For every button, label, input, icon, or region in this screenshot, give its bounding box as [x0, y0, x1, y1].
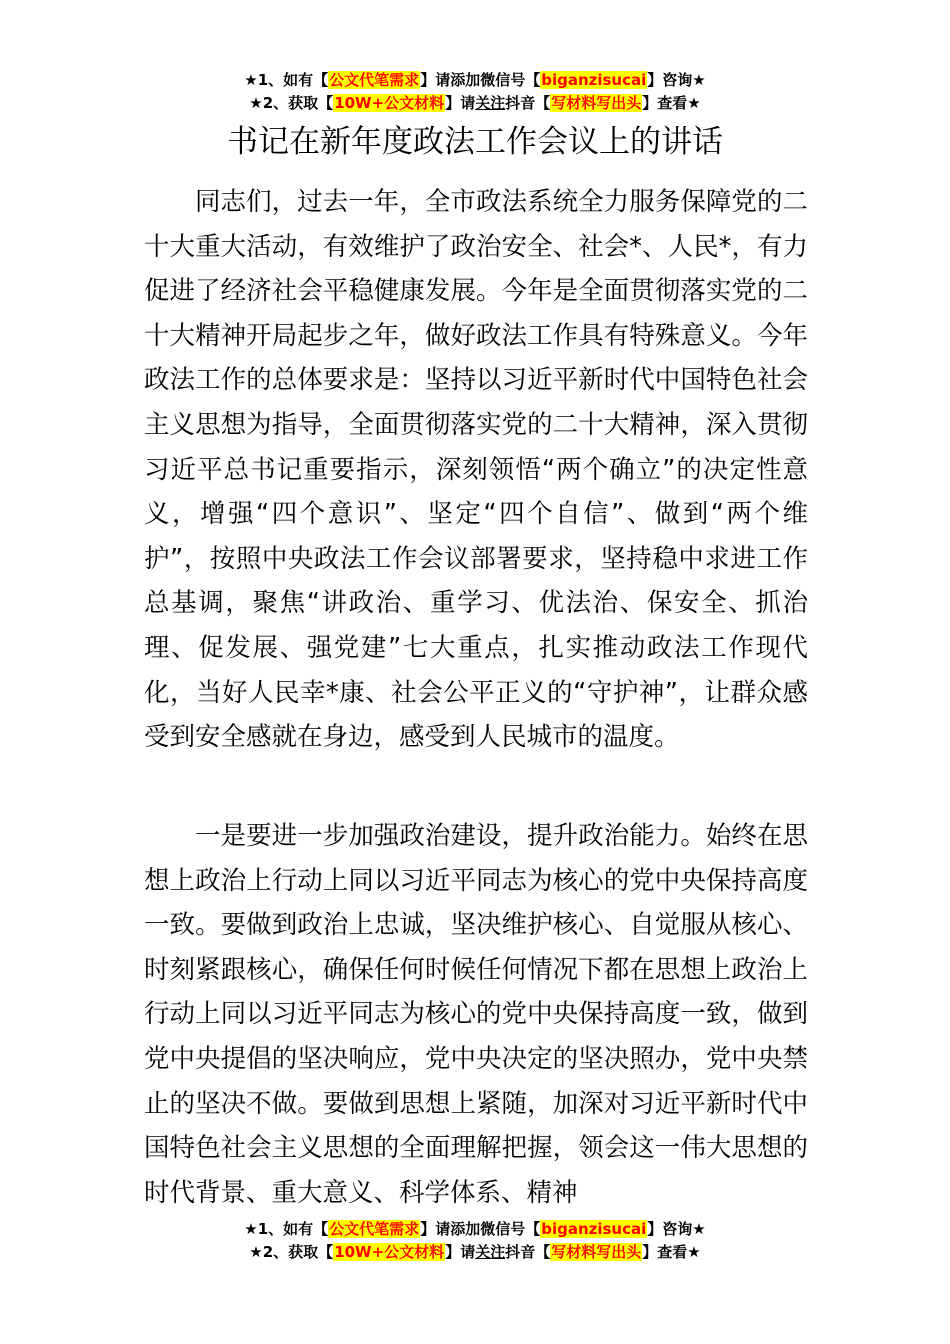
promo-line-1-suffix: 】咨询★: [647, 71, 706, 89]
promo-line-2-prefix: ★2、获取【: [249, 1243, 334, 1261]
promo-highlight-service: 公文代笔需求: [329, 1220, 420, 1238]
promo-line-1: [0, 1218, 950, 1241]
promo-line-1-mid: 】请添加微信号【: [420, 1220, 541, 1238]
promo-highlight-materials: 10W+公文材料: [334, 94, 445, 112]
promo-banner-bottom: [0, 1218, 950, 1264]
promo-line-1: [0, 69, 950, 92]
promo-underlined-follow: 关注: [475, 1243, 506, 1261]
promo-line-2-suffix: 】查看★: [642, 94, 701, 112]
promo-highlight-service: 公文代笔需求: [329, 71, 420, 89]
document-title: 书记在新年度政法工作会议上的讲话: [227, 124, 723, 160]
promo-line-1-prefix: ★1、如有【: [244, 71, 329, 89]
promo-highlight-douyin-account: 写材料写出头: [551, 1243, 642, 1261]
promo-banner-top: [0, 69, 950, 115]
promo-line-1-mid: 】请添加微信号【: [420, 71, 541, 89]
promo-line-1-prefix: ★1、如有【: [244, 1220, 329, 1238]
promo-line-2: [0, 92, 950, 115]
promo-line-2-suffix: 】查看★: [642, 1243, 701, 1261]
promo-line-1-suffix: 】咨询★: [647, 1220, 706, 1238]
promo-line-2-mid-b: 抖音【: [505, 1243, 551, 1261]
promo-line-2: [0, 1241, 950, 1264]
promo-line-2-mid-a: 】请: [445, 1243, 476, 1261]
promo-highlight-materials: 10W+公文材料: [334, 1243, 445, 1261]
promo-line-2-prefix: ★2、获取【: [249, 94, 334, 112]
promo-underlined-follow: 关注: [475, 94, 506, 112]
promo-highlight-wechat-id: biganzisucai: [541, 1220, 647, 1238]
promo-line-2-mid-b: 抖音【: [505, 94, 551, 112]
body-paragraph-1: 同志们，过去一年，全市政法系统全力服务保障党的二十大重大活动，有效维护了政治安全、社会*、人民*，有力促进了经济社会平稳健康发展。今年是全面贯彻落实党的二十大精神开局起步之年，做好政法工作具有特殊意义。今年政法工作的总体要求是：坚持以习近平新时代中国特色社会主义思想为指导，全面贯彻落实党的二十大精神，深入贯彻习近平总书记重要指示，深刻领悟“两个确立”的决定性意义，增强“四个意识”、坚定“四个自信”、做到“两个维护”，按照中央政法工作会议部署要求，坚持稳中求进工作总基调，聚焦“讲政治、重学习、优法治、保安全、抓治理、促发展、强党建”七大重点，扎实推动政法工作现代化，当好人民幸*康、社会公平正义的“守护神”，让群众感受到安全感就在身边，感受到人民城市的温度。: [144, 187, 808, 753]
body-paragraph-2: 一是要进一步加强政治建设，提升政治能力。始终在思想上政治上行动上同以习近平同志为核心的党中央保持高度一致。要做到政治上忠诚，坚决维护核心、自觉服从核心、时刻紧跟核心，确保任何时候任何情况下都在思想上政治上行动上同以习近平同志为核心的党中央保持高度一致，做到党中央提倡的坚决响应，党中央决定的坚决照办，党中央禁止的坚决不做。要做到思想上紧随，加深对习近平新时代中国特色社会主义思想的全面理解把握，领会这一伟大思想的时代背景、重大意义、科学体系、精神: [144, 821, 808, 1208]
promo-highlight-douyin-account: 写材料写出头: [551, 94, 642, 112]
promo-line-2-mid-a: 】请: [445, 94, 476, 112]
promo-highlight-wechat-id: biganzisucai: [541, 71, 647, 89]
